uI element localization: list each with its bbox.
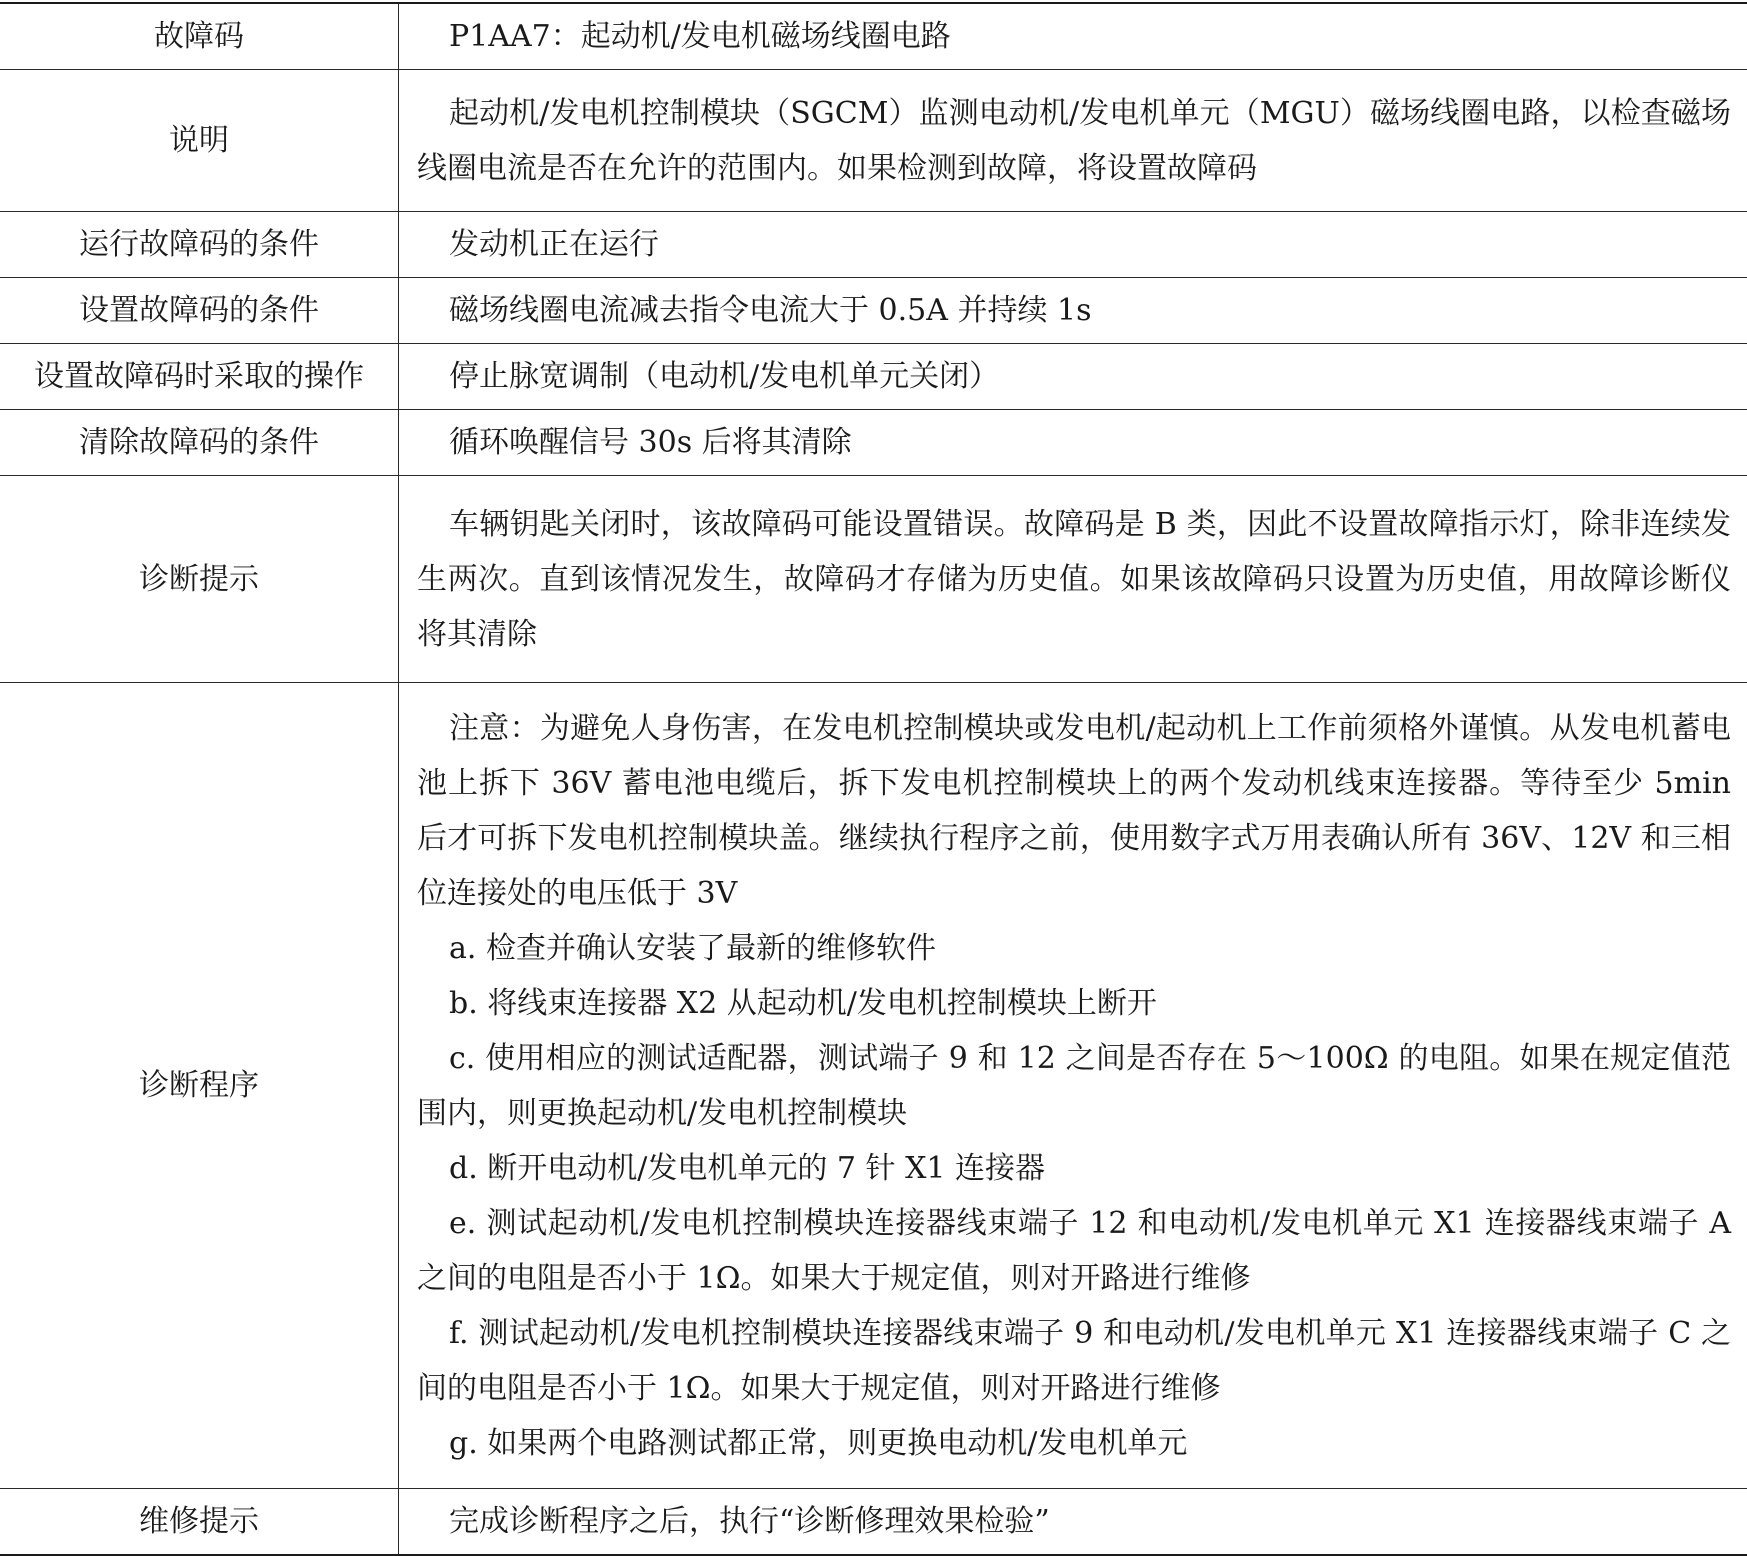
row-value [399,212,1747,278]
table-row-description [0,70,1747,212]
row-label: 故障码 [0,3,399,70]
caution-text: 注意：为避免人身伤害，在发电机控制模块或发电机/起动机上工作前须格外谨慎。从发电机蓄电池上拆下 36V 蓄电池电缆后，拆下发电机控制模块上的两个发动机线束连接器。等待至少 5min 后才可拆下发电机控制模块盖。继续执行程序之前，使用数字式万用表确认所有 36V、12V 和三相位连接处的电压低于 3V [417,701,1731,921]
procedure-step-a: a. 检查并确认安装了最新的维修软件 [417,921,1731,976]
procedure-step-d: d. 断开电动机/发电机单元的 7 针 X1 连接器 [417,1141,1731,1196]
dtc-info-table [0,2,1747,1556]
row-label: 诊断程序 [0,683,399,1489]
row-value [399,344,1747,410]
table-row-clear-conditions [0,410,1747,476]
row-value [399,278,1747,344]
row-value [399,476,1747,683]
row-label: 说明 [0,70,399,212]
row-value-text: P1AA7：起动机/发电机磁场线圈电路 [417,9,1731,64]
table-row-diagnostic-aids [0,476,1747,683]
table-row-set-conditions [0,278,1747,344]
row-value-text: 停止脉宽调制（电动机/发电机单元关闭） [417,349,1731,404]
procedure-step-g: g. 如果两个电路测试都正常，则更换电动机/发电机单元 [417,1416,1731,1471]
table-row-repair-instructions [0,1489,1747,1556]
row-label: 诊断提示 [0,476,399,683]
row-value [399,1489,1747,1556]
row-label: 设置故障码时采取的操作 [0,344,399,410]
row-value-text: 完成诊断程序之后，执行“诊断修理效果检验” [417,1494,1731,1549]
procedure-step-c: c. 使用相应的测试适配器，测试端子 9 和 12 之间是否存在 5～100Ω 的电阻。如果在规定值范围内，则更换起动机/发电机控制模块 [417,1031,1731,1141]
row-value [399,683,1747,1489]
row-value-text: 发动机正在运行 [417,217,1731,272]
row-value [399,70,1747,212]
procedure-step-b: b. 将线束连接器 X2 从起动机/发电机控制模块上断开 [417,976,1731,1031]
row-label: 清除故障码的条件 [0,410,399,476]
table-row-diagnostic-procedure [0,683,1747,1489]
table-row-run-conditions [0,212,1747,278]
table-row-set-actions [0,344,1747,410]
row-value [399,3,1747,70]
row-label: 运行故障码的条件 [0,212,399,278]
row-value-text: 起动机/发电机控制模块（SGCM）监测电动机/发电机单元（MGU）磁场线圈电路，以检查磁场线圈电流是否在允许的范围内。如果检测到故障，将设置故障码 [417,86,1731,196]
row-value-text: 磁场线圈电流减去指令电流大于 0.5A 并持续 1s [417,283,1731,338]
row-label: 维修提示 [0,1489,399,1556]
row-value-text: 循环唤醒信号 30s 后将其清除 [417,415,1731,470]
row-label: 设置故障码的条件 [0,278,399,344]
row-value-text: 车辆钥匙关闭时，该故障码可能设置错误。故障码是 B 类，因此不设置故障指示灯，除非连续发生两次。直到该情况发生，故障码才存储为历史值。如果该故障码只设置为历史值，用故障诊断仪将其清除 [417,497,1731,662]
procedure-step-f: f. 测试起动机/发电机控制模块连接器线束端子 9 和电动机/发电机单元 X1 连接器线束端子 C 之间的电阻是否小于 1Ω。如果大于规定值，则对开路进行维修 [417,1306,1731,1416]
table-row-dtc [0,3,1747,70]
procedure-step-e: e. 测试起动机/发电机控制模块连接器线束端子 12 和电动机/发电机单元 X1 连接器线束端子 A 之间的电阻是否小于 1Ω。如果大于规定值，则对开路进行维修 [417,1196,1731,1306]
row-value [399,410,1747,476]
